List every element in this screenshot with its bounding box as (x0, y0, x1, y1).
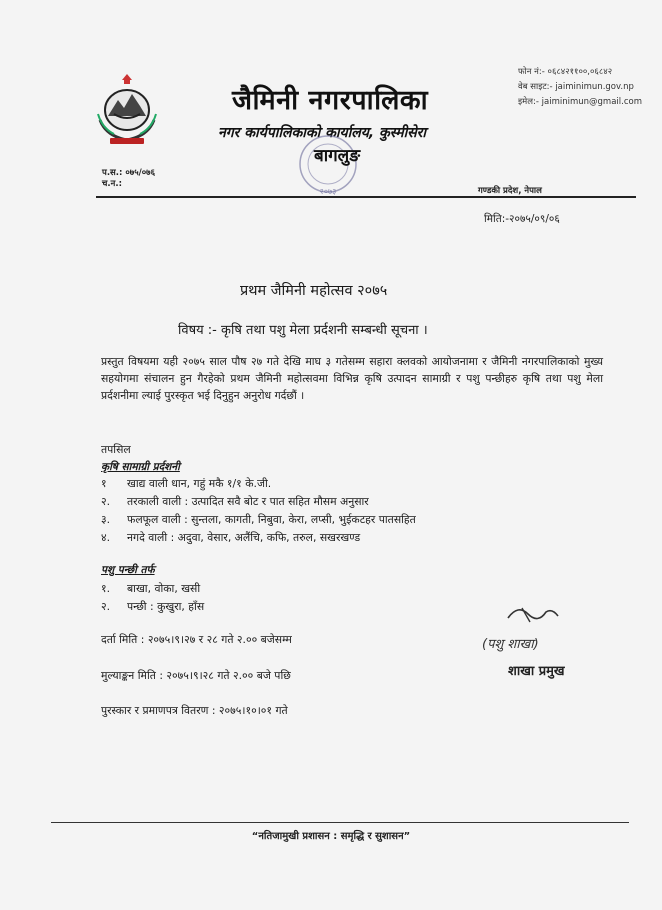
emblem-logo (96, 70, 158, 148)
list-item: ३. फलफूल वाली : सुन्तला, कागती, निबुवा, केरा, लप्सी, भुईकटहर पातसहित (101, 513, 416, 526)
signature-title: शाखा प्रमुख (508, 664, 565, 679)
list-item: १. बाखा, वोका, खसी (101, 582, 201, 595)
signature-name: (पशु शाखा) (482, 637, 539, 652)
footer-motto: “नतिजामुखी प्रशासन : समृद्धि र सुशासन” (251, 831, 411, 842)
chalani-number: च.न.: (102, 179, 122, 189)
org-name: जैमिनी नगरपालिका (232, 85, 429, 116)
footer-rule (51, 822, 629, 823)
list-item: ४. नगदे वाली : अदुवा, वेसार, अलैंचि, कफि, तरुल, सखरखण्ड (101, 531, 361, 544)
award-date: पुरस्कार र प्रमाणपत्र वितरण : २०७५।१०।०१ गते (101, 704, 288, 717)
email-text: इमेल:- jaiminimun@gmail.com (518, 97, 642, 107)
animal-list (101, 580, 204, 616)
agri-section-title: कृषि सामाग्री प्रर्दशनी (101, 461, 180, 473)
notice-subject: विषय :- कृषि तथा पशु मेला प्रर्दशनी सम्बन्धी सूचना । (178, 323, 428, 338)
list-item: २. पन्छी : कुखुरा, हाँस (101, 600, 205, 613)
evaluation-date: मुल्याङ्कन मिति : २०७५।९।२८ गते २.०० बजे पछि (101, 669, 291, 682)
registration-date: दर्ता मिति : २०७५।९।२७ र २८ गते २.०० बजेसम्म (101, 633, 292, 646)
stamp-year: २०७३ (319, 187, 337, 196)
list-item: २. तरकाली वाली : उत्पादित सवै बोट र पात सहित मौसम अनुसार (101, 495, 369, 508)
list-item: १ खाद्य वाली धान, गहुं मकै १/१ के.जी. (101, 477, 272, 490)
details-label: तपसिल (101, 443, 131, 456)
letter-date: मिति:-२०७५/०९/०६ (484, 213, 560, 225)
notice-heading: प्रथम जैमिनी महोत्सव २०७५ (240, 283, 388, 299)
website-text: वेब साइट:- jaiminimun.gov.np (518, 82, 634, 92)
animal-section-title: पशु पन्छी तर्फ (101, 564, 155, 576)
org-office: नगर कार्यपालिकाको कार्यालय, कुस्मीसेरा (218, 125, 427, 141)
org-district: बागलुङ (314, 146, 361, 166)
phone-text: फोन नं:- ०६८४२११००,०६८४२ (518, 67, 613, 77)
header-rule (96, 196, 636, 198)
patra-sankhya: प.स.: ०७५/०७६ (102, 168, 156, 178)
contact-block (518, 65, 662, 110)
agri-list (101, 475, 416, 547)
province-text: गण्डकी प्रदेश, नेपाल (478, 186, 542, 196)
notice-body: प्रस्तुत विषयमा यही २०७५ साल पौष २७ गते देखि माघ ३ गतेसम्म सहारा क्लवको आयोजनामा र जैमिनी नगरपालिकाको मुख्य सहयोगमा संचालन हुन गैरहेको प्रथम जैमिनी महोत्सवमा विभिन्न कृषि उत्पादन सामाग्री र पशु पन्छीहरु कृषि तथा पशु मेला प्रर्दशनीमा ल्याई पुरस्कृत भई दिनुहुन अनुरोध गर्दछौं । (101, 355, 603, 402)
reference-block (102, 168, 155, 190)
